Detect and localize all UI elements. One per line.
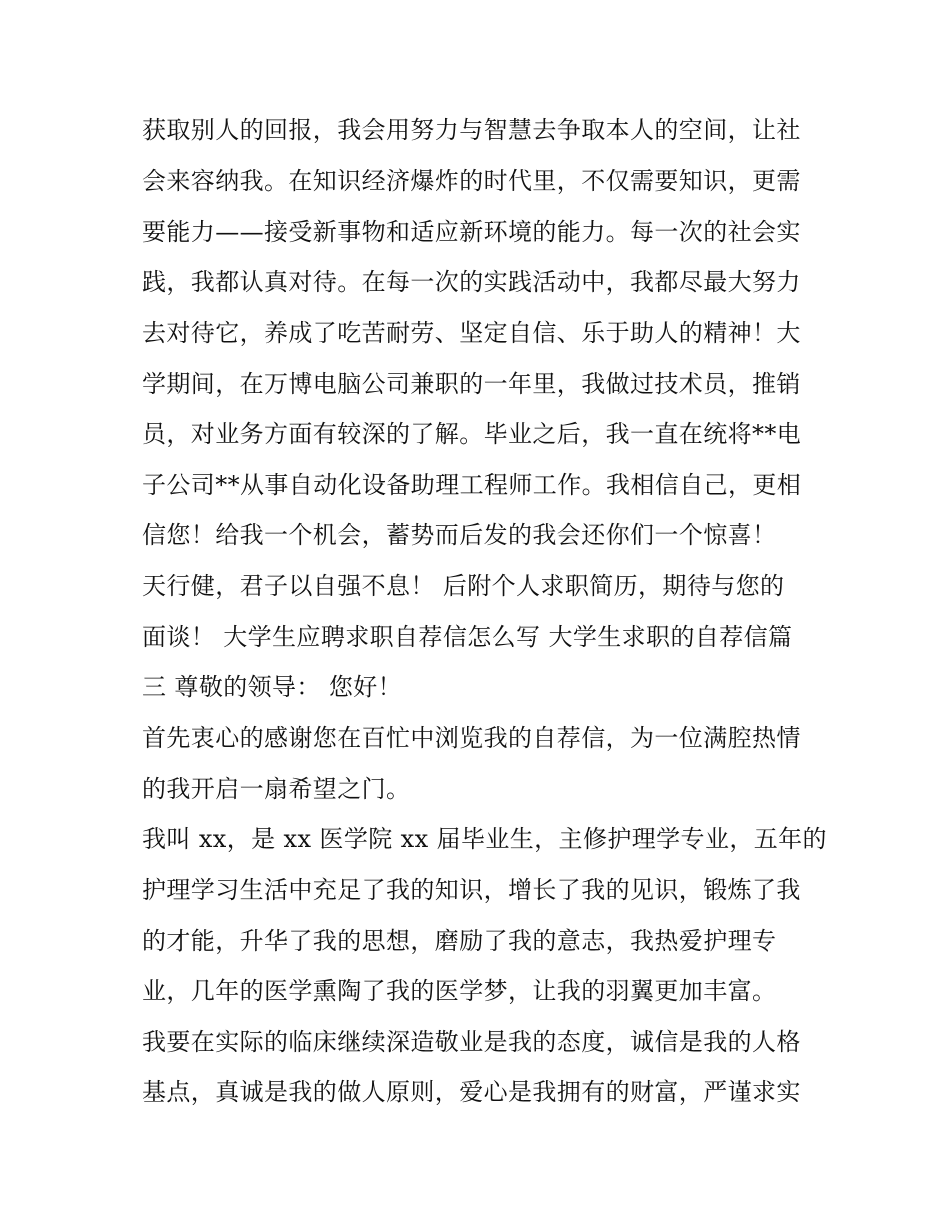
text-line: 员，对业务方面有较深的了解。毕业之后，我一直在统将**电: [142, 420, 802, 448]
text-line: 护理学习生活中充足了我的知识，增长了我的见识，锻炼了我: [142, 876, 801, 904]
text-line: 的我开启一扇希望之门。: [142, 775, 411, 803]
text-line: 我要在实际的临床继续深造敬业是我的态度，诚信是我的人格: [142, 1028, 801, 1056]
text-line: 践，我都认真对待。在每一次的实践活动中，我都尽最大努力: [142, 268, 801, 296]
text-line: 去对待它，养成了吃苦耐劳、坚定自信、乐于助人的精神！大: [142, 319, 801, 347]
text-line: 要能力——接受新事物和适应新环境的能力。每一次的社会实: [142, 218, 801, 246]
text-line: 学期间，在万博电脑公司兼职的一年里，我做过技术员，推销: [142, 370, 801, 398]
text-line: 基点，真诚是我的做人原则，爱心是我拥有的财富，严谨求实: [142, 1078, 801, 1106]
text-line: 会来容纳我。在知识经济爆炸的时代里，不仅需要知识，更需: [142, 167, 801, 195]
text-line: 子公司**从事自动化设备助理工程师工作。我相信自己，更相: [142, 471, 802, 499]
text-line: 获取别人的回报，我会用努力与智慧去争取本人的空间，让社: [142, 116, 801, 144]
text-line: 三 尊敬的领导： 您好！: [142, 673, 403, 701]
text-line: 面谈！ 大学生应聘求职自荐信怎么写 大学生求职的自荐信篇: [142, 623, 793, 651]
text-line: 的才能，升华了我的思想，磨励了我的意志，我热爱护理专: [142, 927, 777, 955]
text-line: 天行健，君子以自强不息！ 后附个人求职简历，期待与您的: [142, 572, 785, 600]
text-line: 信您！给我一个机会，蓄势而后发的我会还你们一个惊喜！: [142, 521, 777, 549]
text-line: 业，几年的医学熏陶了我的医学梦，让我的羽翼更加丰富。: [142, 977, 777, 1005]
text-line: 首先衷心的感谢您在百忙中浏览我的自荐信，为一位满腔热情: [142, 724, 801, 752]
text-line: 我叫 xx，是 xx 医学院 xx 届毕业生，主修护理学专业，五年的: [142, 825, 827, 853]
